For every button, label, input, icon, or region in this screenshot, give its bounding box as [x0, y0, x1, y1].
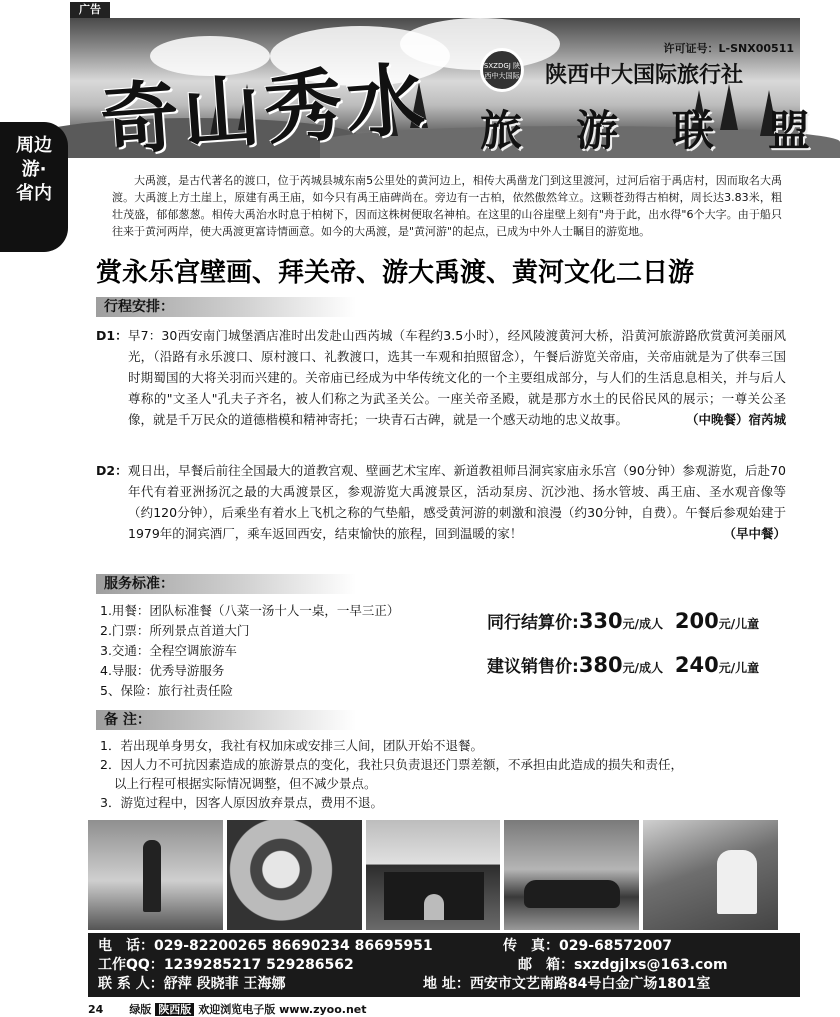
- email-label: 邮 箱：: [518, 957, 574, 973]
- photo-strip: [88, 820, 778, 930]
- contact-box: [88, 933, 800, 997]
- fax-label: 传 真：: [503, 938, 559, 954]
- person-label: 联 系 人：: [98, 976, 164, 992]
- address-value: 西安市文艺南路84号白金广场1801室: [469, 976, 711, 992]
- section-itinerary: 行程安排：: [96, 297, 356, 317]
- intro-paragraph: 大禹渡，是古代著名的渡口，位于芮城县城东南5公里处的黄河边上，相传大禹凿龙门到这里渡河，过河后宿于禹店村，因而取名大禹渡。大禹渡上方土崖上，原建有禹王庙，如今只有禹王庙碑尚在。旁边有一古柏，依然傲然耸立。这颗苍劲得古柏树，周长达3.83米，粗壮茂盛，郁郁葱葱。相传大禹治水时息于柏树下，因而这株树便取名神柏。在这里的山谷崖壁上刻有"舟于此，出水得"6个大字。由于船只往来于黄河两岸，使大禹渡更富诗情画意。如今的大禹渡，是"黄河游"的起点，已成为中外人士瞩目的游览地。: [112, 174, 782, 238]
- note-item: 2．因人力不可抗因素造成的旅游景点的变化，我社只负责退还门票差额，不承担由此造成的损失和责任，: [100, 757, 683, 772]
- alliance-title: [480, 98, 810, 158]
- banner-calligraphy: 奇山秀水: [97, 53, 432, 168]
- service-item: 2.门票：所列景点首道大门: [100, 623, 250, 638]
- agency-name: 陕西中大国际旅行社: [545, 63, 744, 88]
- day-label: D1：: [96, 328, 128, 343]
- edition-badge: 陕西版: [155, 1003, 194, 1016]
- license-number: 许可证号：L-SNX00511: [663, 42, 794, 55]
- itinerary-day-1: [96, 325, 786, 430]
- service-list: [100, 601, 480, 701]
- day-label: D2：: [96, 463, 128, 478]
- phone-label: 电 话：: [98, 938, 154, 954]
- service-item: 1.用餐：团队标准餐（八菜一汤十人一桌，一早三正）: [100, 603, 400, 618]
- side-tab-label: 周边游·省内: [16, 135, 52, 204]
- notes-list: [100, 736, 790, 812]
- side-category-tab: [0, 122, 68, 252]
- price-child-unit: 元/儿童: [718, 661, 760, 675]
- price-child: 240: [674, 653, 719, 677]
- day-meal: （早中餐）: [723, 526, 786, 541]
- page-footer: [88, 1001, 367, 1017]
- note-item: 3．游览过程中，因客人原因放弃景点，费用不退。: [100, 795, 383, 810]
- price-label: 同行结算价:: [487, 613, 579, 633]
- price-adult-unit: 元/成人: [622, 617, 664, 631]
- itinerary-day-2: [96, 460, 786, 544]
- ad-tag: 广告: [70, 2, 110, 18]
- price-adult: 330: [578, 609, 623, 633]
- photo-hovercraft: [504, 820, 639, 930]
- service-item: 3.交通：全程空调旅游车: [100, 643, 237, 658]
- day-meal: （中晚餐）宿芮城: [685, 412, 786, 427]
- header-banner: [70, 18, 810, 168]
- price-adult-unit: 元/成人: [622, 661, 664, 675]
- service-item: 5、保险：旅行社责任险: [100, 683, 233, 698]
- note-item: 以上行程可根据实际情况调整，但不减少景点。: [114, 776, 377, 791]
- section-notes: 备 注：: [96, 710, 356, 730]
- price-child-unit: 元/儿童: [718, 617, 760, 631]
- photo-monument: [643, 820, 778, 930]
- price-adult: 380: [578, 653, 623, 677]
- email-group: [518, 956, 728, 975]
- page-number: 24: [88, 1003, 104, 1016]
- phone-value: 029-82200265 86690234 86695951: [154, 938, 433, 954]
- photo-statue: [88, 820, 223, 930]
- address-group: [423, 975, 710, 994]
- edition-label: 绿版: [129, 1003, 152, 1016]
- email-value: sxzdgjlxs@163.com: [574, 957, 728, 973]
- price-child: 200: [674, 609, 719, 633]
- alliance-char: 联: [671, 106, 714, 155]
- section-service: 服务标准：: [96, 574, 356, 594]
- photo-food: [227, 820, 362, 930]
- qq-value: 1239285217 529286562: [163, 957, 354, 973]
- price-peer: [487, 608, 759, 633]
- footer-tagline: 欢迎浏览电子版 www.zyoo.net: [198, 1003, 367, 1016]
- alliance-char: 旅: [480, 106, 523, 155]
- day-text: 观日出，早餐后前往全国最大的道教宫观、壁画艺术宝库、新道教祖师吕洞宾家庙永乐宫（90分钟）参观游览，后赴70年代有着亚洲扬沉之最的大禹渡景区，参观游览大禹渡景区，活动泵房、沉沙池、扬水管坡、禹王庙、圣水观音像等（约120分钟），后乘坐有着水上飞机之称的气垫船，感受黄河游的刺激和浪漫（约30分钟，自费）。午餐后参观始建于1979年的洞宾酒厂，乘车返回西安，结束愉快的旅程，回到温暖的家！: [128, 463, 786, 541]
- day-text: 早7：30西安南门城堡酒店准时出发赴山西芮城（车程约3.5小时），经风陵渡黄河大桥，沿黄河旅游路欣赏黄河美丽风光，（沿路有永乐渡口、原村渡口、礼教渡口，选其一车观和拍照留念），午餐后游览关帝庙，关帝庙就是为了供奉三国时期蜀国的大将关羽而兴建的。关帝庙已经成为中华传统文化的一个主要组成部分，与人们的生活息息相关，并与后人尊称的"文圣人"孔夫子齐名，被人们称之为武圣关公。一座关帝圣殿，就是那方水土的民俗民风的展示；一尊关公圣像，就是千万民众的道德楷模和精神寄托；一块青石古碑，就是一个感天动地的忠义故事。: [128, 328, 786, 427]
- tour-headline: 赏永乐宫壁画、拜关帝、游大禹渡、黄河文化二日游: [96, 258, 695, 288]
- address-label: 地 址：: [423, 976, 470, 992]
- photo-temple-gate: [366, 820, 501, 930]
- fax-value: 029-68572007: [559, 938, 672, 954]
- price-label: 建议销售价:: [487, 657, 579, 677]
- fax-group: [503, 937, 672, 956]
- person-value: 舒萍 段晓菲 王海娜: [163, 976, 286, 992]
- service-item: 4.导服：优秀导游服务: [100, 663, 225, 678]
- qq-label: 工作QQ：: [98, 957, 164, 973]
- alliance-char: 游: [575, 106, 618, 155]
- agency-logo-icon: SXZDGJ 陕西中大国际: [480, 48, 524, 92]
- note-item: 1．若出现单身男女，我社有权加床或安排三人间，团队开始不退餐。: [100, 738, 483, 753]
- alliance-char: 盟: [767, 106, 810, 155]
- price-retail: [487, 652, 759, 677]
